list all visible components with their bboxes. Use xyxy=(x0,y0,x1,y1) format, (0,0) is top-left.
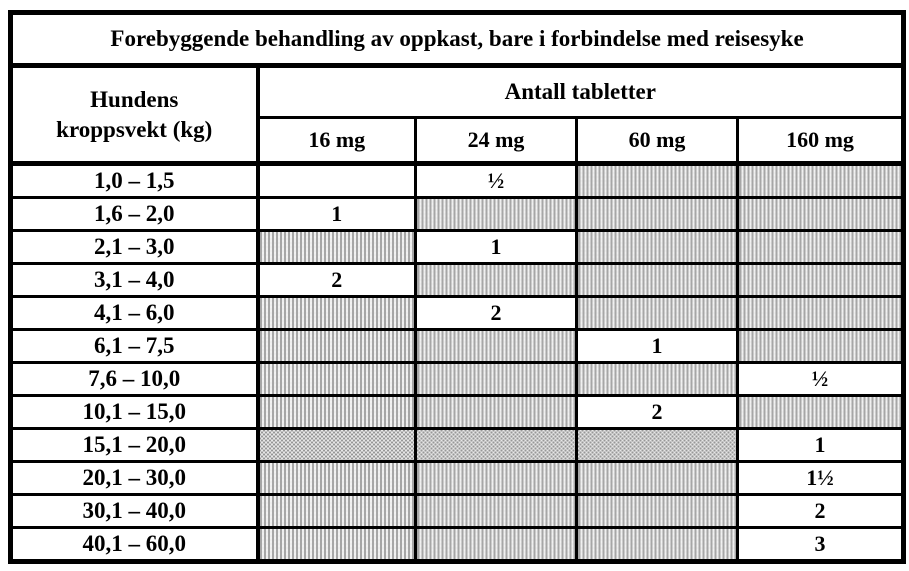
dose-cell-shaded xyxy=(258,495,416,528)
dose-cell-shaded xyxy=(258,231,416,264)
table-row xyxy=(11,528,904,562)
dose-cell-shaded xyxy=(577,363,738,396)
dose-cell-shaded xyxy=(738,198,904,231)
dose-cell-shaded xyxy=(577,231,738,264)
weight-range: 4,1 – 6,0 xyxy=(11,297,258,330)
table-body xyxy=(11,164,904,562)
dose-cell-shaded xyxy=(738,231,904,264)
dose-cell: 2 xyxy=(416,297,577,330)
dose-cell: 1½ xyxy=(738,462,904,495)
dose-cell-shaded xyxy=(577,198,738,231)
dose-cell: 2 xyxy=(577,396,738,429)
dose-cell-shaded xyxy=(738,396,904,429)
dose-cell-shaded xyxy=(416,495,577,528)
table-row xyxy=(11,429,904,462)
table-row xyxy=(11,164,904,198)
title-row xyxy=(11,13,904,66)
dose-cell: 3 xyxy=(738,528,904,562)
table-row xyxy=(11,330,904,363)
dose-cell-shaded xyxy=(258,462,416,495)
table-row xyxy=(11,297,904,330)
dose-cell: ½ xyxy=(738,363,904,396)
dose-cell-shaded xyxy=(738,264,904,297)
dose-cell-shaded xyxy=(577,495,738,528)
table-row xyxy=(11,198,904,231)
weight-range: 3,1 – 4,0 xyxy=(11,264,258,297)
dose-cell-shaded xyxy=(416,264,577,297)
weight-range: 2,1 – 3,0 xyxy=(11,231,258,264)
dose-cell-shaded xyxy=(738,330,904,363)
dose-cell: 1 xyxy=(577,330,738,363)
weight-range: 7,6 – 10,0 xyxy=(11,363,258,396)
dose-cell-shaded xyxy=(577,429,738,462)
table-row xyxy=(11,495,904,528)
table-row xyxy=(11,363,904,396)
table-row xyxy=(11,462,904,495)
weight-column-header: Hundens kroppsvekt (kg) xyxy=(11,66,258,164)
dose-cell-shaded xyxy=(258,429,416,462)
dose-cell-shaded xyxy=(416,429,577,462)
tablets-group-header: Antall tabletter xyxy=(258,66,904,118)
dose-cell-shaded xyxy=(258,297,416,330)
dose-cell-shaded xyxy=(577,297,738,330)
weight-range: 6,1 – 7,5 xyxy=(11,330,258,363)
dose-cell-shaded xyxy=(258,363,416,396)
group-header-row xyxy=(11,66,904,118)
dose-cell-shaded xyxy=(258,396,416,429)
dose-cell-shaded xyxy=(416,330,577,363)
dose-cell: 1 xyxy=(416,231,577,264)
dose-cell: 1 xyxy=(258,198,416,231)
dose-cell: 2 xyxy=(258,264,416,297)
dose-column-header: 60 mg xyxy=(577,118,738,164)
weight-range: 1,0 – 1,5 xyxy=(11,164,258,198)
dose-column-header: 24 mg xyxy=(416,118,577,164)
table-row xyxy=(11,231,904,264)
dose-cell-shaded xyxy=(258,528,416,562)
weight-range: 15,1 – 20,0 xyxy=(11,429,258,462)
dose-cell-shaded xyxy=(738,164,904,198)
dose-cell-shaded xyxy=(577,462,738,495)
dose-cell-shaded xyxy=(416,363,577,396)
table-row xyxy=(11,264,904,297)
dose-cell-shaded xyxy=(577,264,738,297)
dose-cell: 2 xyxy=(738,495,904,528)
dose-cell-shaded xyxy=(416,198,577,231)
table-title: Forebyggende behandling av oppkast, bare i forbindelse med reisesyke xyxy=(11,13,904,66)
dose-cell-shaded xyxy=(416,528,577,562)
weight-range: 40,1 – 60,0 xyxy=(11,528,258,562)
dose-cell-empty xyxy=(258,164,416,198)
weight-range: 20,1 – 30,0 xyxy=(11,462,258,495)
weight-range: 10,1 – 15,0 xyxy=(11,396,258,429)
dose-table xyxy=(8,10,906,564)
dose-cell: ½ xyxy=(416,164,577,198)
dose-cell: 1 xyxy=(738,429,904,462)
weight-range: 30,1 – 40,0 xyxy=(11,495,258,528)
dose-cell-shaded xyxy=(258,330,416,363)
dose-column-header: 16 mg xyxy=(258,118,416,164)
table-row xyxy=(11,396,904,429)
dose-cell-shaded xyxy=(416,396,577,429)
dose-cell-shaded xyxy=(416,462,577,495)
dose-column-header: 160 mg xyxy=(738,118,904,164)
dose-cell-shaded xyxy=(577,164,738,198)
dose-cell-shaded xyxy=(577,528,738,562)
dose-cell-shaded xyxy=(738,297,904,330)
weight-range: 1,6 – 2,0 xyxy=(11,198,258,231)
